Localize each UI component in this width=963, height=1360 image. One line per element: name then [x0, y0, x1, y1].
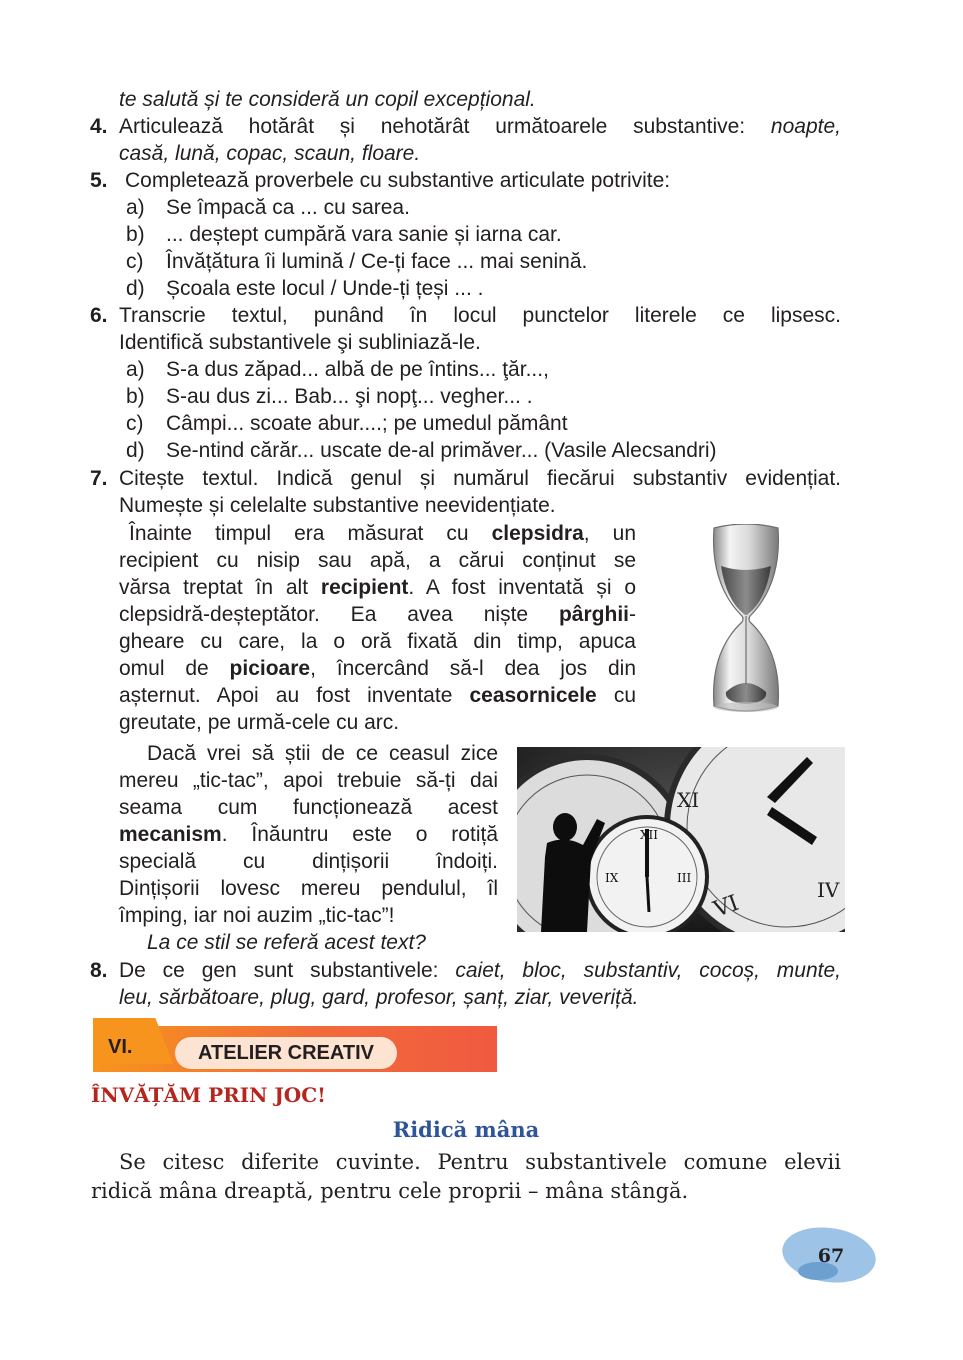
item-letter: d): [126, 277, 145, 300]
mecanism-paragraph-line-2: [119, 767, 498, 794]
exercise-6-text-2: Identifică substantivele şi subliniază-le.: [119, 331, 481, 354]
exercise-4-number: 4.: [90, 115, 108, 138]
text-segment: . A fost inventată și o: [408, 576, 636, 599]
text-segment: , încercând să-l dea jos din: [310, 657, 636, 680]
svg-text:IX: IX: [605, 871, 619, 885]
game-title: Ridică mâna: [392, 1117, 540, 1142]
item-text: S-a dus zăpad... albă de pe întins... ţăr...,: [166, 358, 549, 381]
text-segment: Dacă vrei să știi de ce ceasul zice: [147, 742, 498, 765]
highlighted-noun: pârghii: [558, 603, 629, 626]
highlighted-noun: mecanism: [119, 823, 222, 846]
mecanism-paragraph-line-1: [147, 740, 498, 767]
text-line-item-d: [126, 437, 717, 464]
exercise-7-question: La ce stil se referă acest text?: [147, 931, 426, 954]
highlighted-noun: ceasornicele: [469, 684, 597, 707]
clepsidra-paragraph-line-5: [119, 628, 636, 655]
text-segment: așternut. Apoi au fost inventate: [119, 684, 470, 707]
item-text: Școala este locul / Unde-ți țeși ... .: [166, 277, 484, 300]
exercise-7-text-1: Citește textul. Indică genul și numărul fiecărui substantiv evidențiat.: [119, 467, 841, 490]
section-title: ATELIER CREATIV: [175, 1037, 397, 1069]
exercise-8-words-1: caiet, bloc, substantiv, cocoș, munte,: [455, 959, 841, 982]
exercise-4-text: [119, 113, 841, 140]
exercise-4-words-2: casă, lună, copac, scaun, floare.: [119, 142, 421, 165]
text-line-item-b: [126, 383, 533, 410]
item-text: S-au dus zi... Bab... şi nopţ... vegher... .: [166, 385, 533, 408]
item-letter: a): [126, 196, 145, 219]
text-segment: , un: [583, 522, 636, 545]
text-segment: Înainte timpul era măsurat cu: [129, 522, 492, 545]
mecanism-paragraph-line-6: [119, 875, 498, 902]
clepsidra-paragraph-line-3: [119, 574, 636, 601]
svg-text:IV: IV: [817, 878, 840, 902]
clocks-photo: [517, 747, 845, 932]
item-letter: b): [126, 385, 145, 408]
mecanism-paragraph-line-4: [119, 821, 498, 848]
item-letter: a): [126, 358, 145, 381]
exercise-4-instruction: Articulează hotărât și nehotărât următoarele substantive:: [119, 115, 746, 138]
text-segment: Dințișorii lovesc mereu pendulul, îl: [119, 877, 498, 900]
exercise-8-instruction: De ce gen sunt substantivele:: [119, 959, 439, 982]
clepsidra-paragraph-line-6: [119, 655, 636, 682]
section-number: VI.: [108, 1036, 133, 1058]
clepsidra-paragraph-line-8: [119, 709, 399, 736]
exercise-8-number: 8.: [90, 959, 108, 982]
svg-text:XI: XI: [677, 788, 700, 812]
clepsidra-paragraph-line-7: [119, 682, 636, 709]
text-segment: cu: [596, 684, 637, 707]
text-segment: greutate, pe urmă-cele cu arc.: [119, 711, 400, 734]
continuation-line: te salută și te consideră un copil excepțional.: [119, 88, 536, 111]
item-text: Se împacă ca ... cu sarea.: [166, 196, 410, 219]
item-letter: d): [126, 439, 145, 462]
text-segment: . Înăuntru este o rotiță: [221, 823, 498, 846]
item-text: Se-ntind cărăr... uscate de-al primăver... (Vasile Alecsandri): [166, 439, 717, 462]
page-number: 67: [817, 1245, 845, 1267]
text-segment: clepsidră-deșteptător. Ea avea niște: [119, 603, 559, 626]
exercise-6-number: 6.: [90, 304, 108, 327]
mecanism-paragraph-line-3: [119, 794, 498, 821]
clepsidra-paragraph-line-1: [129, 520, 636, 547]
clepsidra-paragraph-line-4: [119, 601, 636, 628]
exercise-5-number: 5.: [90, 169, 108, 192]
item-letter: c): [126, 412, 144, 435]
text-segment: împing, iar noi auzim „tic-tac”!: [119, 904, 395, 927]
text-segment: gheare cu care, la o oră fixată din timp, apuca: [119, 630, 636, 653]
text-segment: -: [629, 603, 636, 626]
proverb-item-d: [126, 275, 483, 302]
proverb-item-c: [126, 248, 587, 275]
proverb-item-a: [126, 194, 410, 221]
clepsidra-paragraph-line-2: [119, 547, 636, 574]
mecanism-paragraph-line-5: [119, 848, 498, 875]
highlighted-noun: recipient: [320, 576, 409, 599]
highlighted-noun: clepsidra: [491, 522, 584, 545]
game-text-2: ridică mâna dreaptă, pentru cele proprii – mâna stângă.: [91, 1179, 689, 1203]
text-segment: omul de: [119, 657, 230, 680]
text-line-item-c: [126, 410, 568, 437]
text-segment: specială cu dințișorii îndoiți.: [119, 850, 498, 873]
text-line-item-a: [126, 356, 549, 383]
item-letter: c): [126, 250, 144, 273]
text-segment: recipient cu nisip sau apă, a cărui conținut se: [119, 549, 636, 572]
game-text-1: Se citesc diferite cuvinte. Pentru substantivele comune elevii: [119, 1150, 841, 1174]
text-segment: mereu „tic-tac”, apoi trebuie să-ți dai: [119, 769, 498, 792]
proverb-item-b: [126, 221, 562, 248]
game-heading: ÎNVĂȚĂM PRIN JOC!: [91, 1083, 326, 1107]
exercise-4-words-1: noapte,: [770, 115, 841, 138]
exercise-6-text-1: Transcrie textul, punând în locul punctelor literele ce lipsesc.: [119, 304, 841, 327]
exercise-7-text-2: Numește și celelalte substantive neevidențiate.: [119, 494, 556, 517]
item-text: Câmpi... scoate abur....; pe umedul pământ: [166, 412, 568, 435]
text-segment: seama cum funcționează acest: [119, 796, 498, 819]
item-text: Învățătura îi lumină / Ce-ți face ... mai senină.: [166, 250, 588, 273]
highlighted-noun: picioare: [229, 657, 311, 680]
svg-text:VI: VI: [710, 890, 743, 923]
section-number-tab: [93, 1018, 173, 1064]
text-segment: vărsa treptat în alt: [119, 576, 321, 599]
svg-text:III: III: [677, 871, 692, 885]
hourglass-image: [708, 524, 784, 712]
item-letter: b): [126, 223, 145, 246]
exercise-8-words-2: leu, sărbătoare, plug, gard, profesor, șanț, ziar, veveriță.: [119, 986, 639, 1009]
exercise-7-number: 7.: [90, 467, 108, 490]
mecanism-paragraph-line-7: [119, 902, 394, 929]
exercise-8-text: [119, 957, 841, 984]
item-text: ... deștept cumpără vara sanie și iarna car.: [166, 223, 562, 246]
exercise-5-text: Completează proverbele cu substantive articulate potrivite:: [125, 169, 671, 192]
svg-text:XII: XII: [640, 828, 659, 842]
